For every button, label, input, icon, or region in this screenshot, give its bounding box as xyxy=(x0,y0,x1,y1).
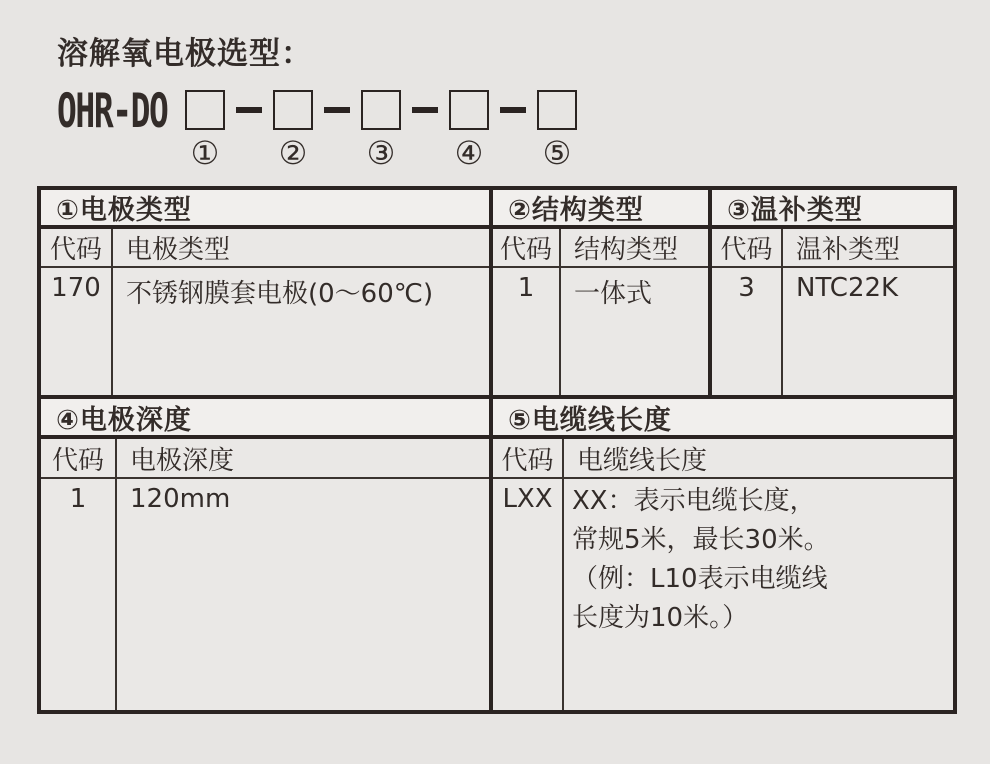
section-5-column-header-row xyxy=(493,439,953,479)
model-code-diagram xyxy=(57,84,577,172)
code-value-cell: 170 xyxy=(41,268,113,395)
selection-table xyxy=(37,186,957,714)
model-slot-2 xyxy=(273,90,313,172)
section-2-data-row xyxy=(493,268,708,395)
type-header-cell: 结构类型 xyxy=(574,235,679,265)
code-header-cell: 代码 xyxy=(712,229,783,266)
type-header-cell: 电极类型 xyxy=(126,235,231,265)
section-electrode-depth xyxy=(41,399,493,710)
dash-separator xyxy=(412,107,438,113)
code-box-3 xyxy=(361,90,401,130)
section-1-column-header-row xyxy=(41,229,489,268)
code-box-1 xyxy=(185,90,225,130)
page-title: 溶解氧电极选型： xyxy=(57,36,313,72)
description-line-2: 常规5米，最长30米。 xyxy=(572,525,830,555)
code-box-5 xyxy=(537,90,577,130)
section-1-data-row xyxy=(41,268,489,395)
section-4-column-header-row xyxy=(41,439,489,479)
type-value-cell: 不锈钢膜套电极(0～60℃) xyxy=(126,279,434,309)
dash-separator xyxy=(236,107,262,113)
code-header-cell: 代码 xyxy=(493,439,564,477)
code-header-cell: 代码 xyxy=(41,229,113,266)
table-bottom-block xyxy=(41,395,953,710)
model-prefix-text: OHR-DO xyxy=(57,84,168,139)
section-4-title: ④电极深度 xyxy=(41,399,489,439)
code-box-2 xyxy=(273,90,313,130)
model-slot-4 xyxy=(449,90,489,172)
section-3-column-header-row xyxy=(712,229,953,268)
type-value-cell: 一体式 xyxy=(574,279,653,309)
code-box-4 xyxy=(449,90,489,130)
type-header-cell: 电缆线长度 xyxy=(577,445,708,476)
type-header-cell: 电极深度 xyxy=(130,445,235,476)
table-top-block xyxy=(41,190,953,395)
code-header-cell: 代码 xyxy=(41,439,117,477)
slot-number-3: ③ xyxy=(366,134,396,172)
type-value-cell: NTC22K xyxy=(796,273,899,303)
code-value-cell: LXX xyxy=(493,479,564,710)
code-value-cell: 1 xyxy=(493,268,561,395)
section-3-data-row xyxy=(712,268,953,395)
model-prefix xyxy=(57,84,185,139)
slot-number-4: ④ xyxy=(454,134,484,172)
model-slot-1 xyxy=(185,90,225,172)
model-slot-5 xyxy=(537,90,577,172)
dash-separator xyxy=(500,107,526,113)
section-5-title: ⑤电缆线长度 xyxy=(493,399,953,439)
section-1-title: ①电极类型 xyxy=(41,190,489,229)
code-value-cell: 1 xyxy=(41,479,117,710)
dash-separator xyxy=(324,107,350,113)
code-value-cell: 3 xyxy=(712,268,783,395)
section-3-title: ③温补类型 xyxy=(712,190,953,229)
slot-number-1: ① xyxy=(190,134,220,172)
section-5-data-row xyxy=(493,479,953,710)
description-line-1: XX：表示电缆长度， xyxy=(572,486,816,516)
type-header-cell: 温补类型 xyxy=(796,235,901,265)
section-4-data-row xyxy=(41,479,489,710)
section-structure-type xyxy=(493,190,712,395)
section-2-title: ②结构类型 xyxy=(493,190,708,229)
section-cable-length xyxy=(493,399,953,710)
cable-length-description xyxy=(564,479,953,710)
slot-number-2: ② xyxy=(278,134,308,172)
code-header-cell: 代码 xyxy=(493,229,561,266)
type-value-cell: 120mm xyxy=(130,484,231,514)
slot-number-5: ⑤ xyxy=(542,134,572,172)
description-line-3: （例：L10表示电缆线 xyxy=(572,564,828,594)
description-line-4: 长度为10米。） xyxy=(572,603,749,633)
section-temp-compensation xyxy=(712,190,953,395)
model-slot-3 xyxy=(361,90,401,172)
section-electrode-type xyxy=(41,190,493,395)
section-2-column-header-row xyxy=(493,229,708,268)
